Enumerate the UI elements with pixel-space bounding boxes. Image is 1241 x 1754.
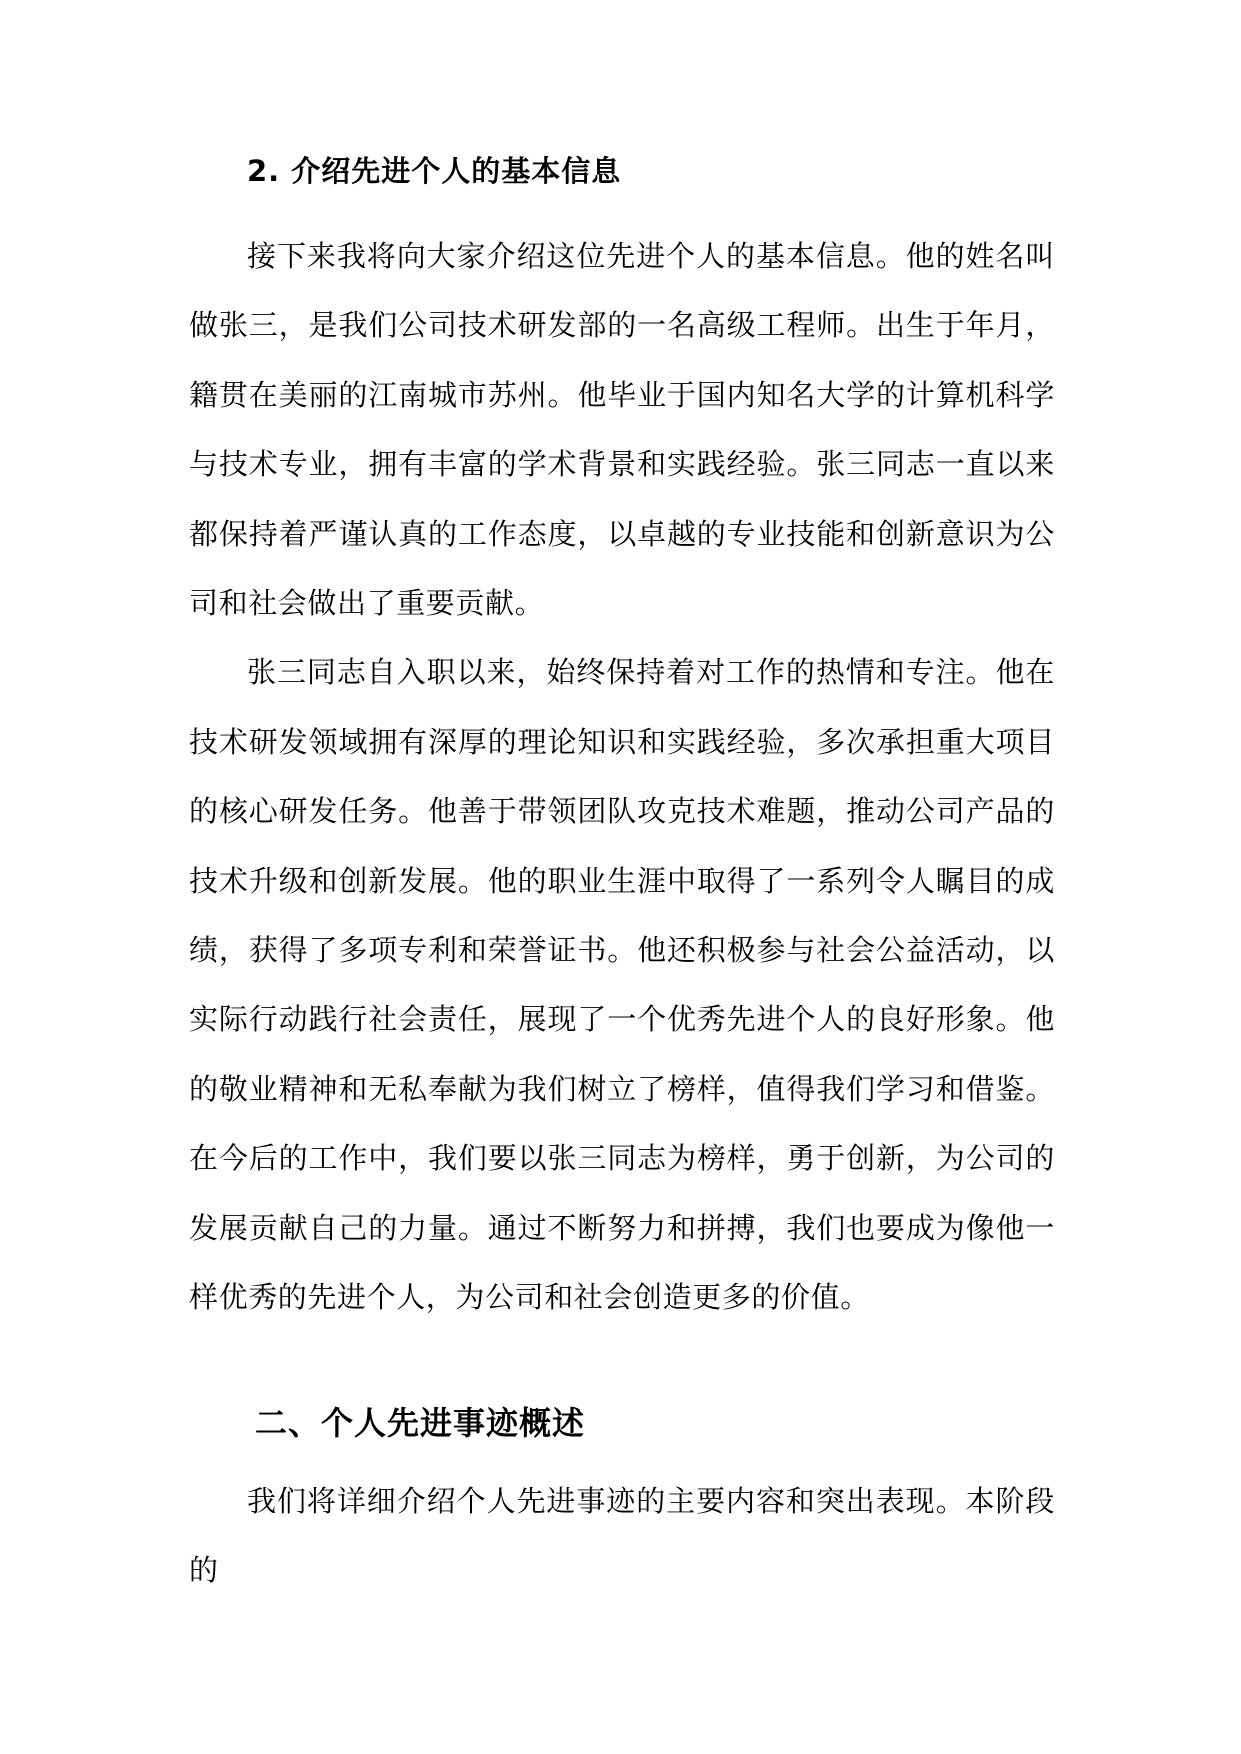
document-body [189,140,1055,1605]
section-title-deeds-overview: 二、个人先进事迹概述 [255,1403,586,1442]
paragraph-basic-info: 接下来我将向大家介绍这位先进个人的基本信息。他的姓名叫做张三，是我们公司技术研发部的一名高级工程师。出生于年月，籍贯在美丽的江南城市苏州。他毕业于国内知名大学的计算机科学与技术专业，拥有丰富的学术背景和实践经验。张三同志一直以来都保持着严谨认真的工作态度，以卓越的专业技能和创新意识为公司和社会做出了重要贡献。 [189,239,1055,621]
paragraph-deeds-intro: 我们将详细介绍个人先进事迹的主要内容和突出表现。本阶段的 [189,1483,1055,1587]
paragraph-achievements: 张三同志自入职以来，始终保持着对工作的热情和专注。他在技术研发领域拥有深厚的理论知识和实践经验，多次承担重大项目的核心研发任务。他善于带领团队攻克技术难题，推动公司产品的技术升级和创新发展。他的职业生涯中取得了一系列令人瞩目的成绩，获得了多项专利和荣誉证书。他还积极参与社会公益活动，以实际行动践行社会责任，展现了一个优秀先进个人的良好形象。他的敬业精神和无私奉献为我们树立了榜样，值得我们学习和借鉴。在今后的工作中，我们要以张三同志为榜样，勇于创新，为公司的发展贡献自己的力量。通过不断努力和拼搏，我们也要成为像他一样优秀的先进个人，为公司和社会创造更多的价值。 [189,655,1055,1315]
subheading-basic-info: 2. 介绍先进个人的基本信息 [247,154,622,188]
